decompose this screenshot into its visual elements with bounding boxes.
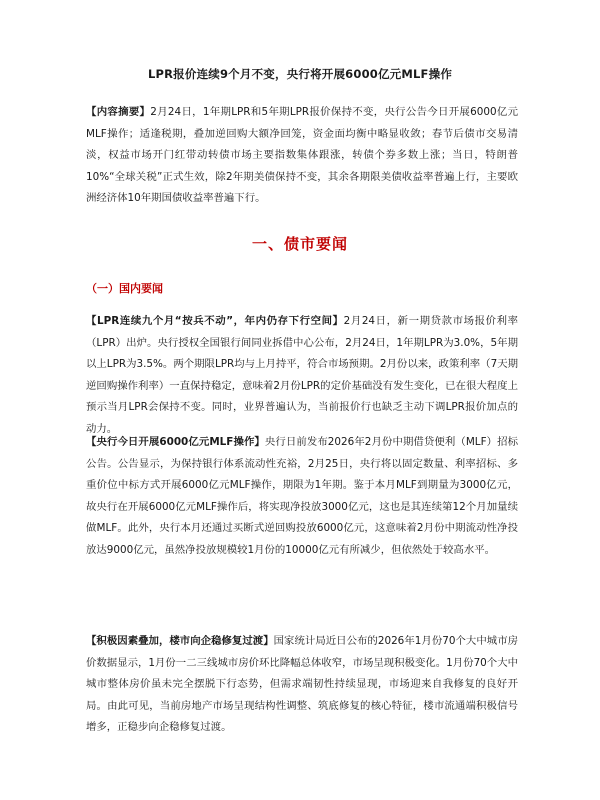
news-body: 国家统计局近日公布的2026年1月份70个大中城市房价数据显示，1月份一二三线城市房价环比降幅总体收窄，市场呈现积极变化。1月份70个大中城市整体房价虽未完全摆脱下行态势，但需求端韧性持续显现，市场迎来自我修复的良好开局。由此可见，当前房地产市场呈现结构性调整、筑底修复的核心特征，楼市流通端积极信号增多，正稳步向企稳修复过渡。: [86, 635, 519, 734]
news-paragraph-mlf: [86, 432, 518, 562]
news-paragraph-property: [86, 631, 518, 739]
abstract-text: 2月24日，1年期LPR和5年期LPR报价保持不变，央行公告今日开展6000亿元MLF操作；适逢税期，叠加逆回购大额净回笼，资金面均衡中略显收敛；春节后债市交易清淡，权益市场开门红带动转债市场主要指数集体跟涨，转债个券多数上涨；当日，特朗普10%“全球关税”正式生效，除2年期美债保持不变，其余各期限美债收益率普遍上行，主要欧洲经济体10年期国债收益率普遍下行。: [86, 106, 518, 205]
news-headline: 【积极因素叠加，楼市向企稳修复过渡】: [86, 635, 274, 647]
news-body: 2月24日，新一期贷款市场报价利率（LPR）出炉。央行授权全国银行间同业拆借中心公布，2月24日，1年期LPR为3.0%，5年期以上LPR为3.5%。两个期限LPR均与上月持平，符合市场预期。2月份以来，政策利率（7天期逆回购操作利率）一直保持稳定，意味着2月份LPR的定价基础没有发生变化，已在很大程度上预示当月LPR会保持不变。同时，业界普遍认为，当前报价行也缺乏主动下调LPR报价加点的动力。: [86, 315, 518, 435]
abstract-paragraph: [86, 102, 518, 210]
news-body: 央行日前发布2026年2月份中期借贷便利（MLF）招标公告。公告显示，为保持银行体系流动性充裕，2月25日，央行将以固定数量、利率招标、多重价位中标方式开展6000亿元MLF操作，期限为1年期。鉴于本月MLF到期量为3000亿元，故央行在开展6000亿元MLF操作后，将实现净投放3000亿元，这也是其连续第12个月加量续做MLF。此外，央行本月还通过买断式逆回购投放6000亿元，这意味着2月份中期流动性净投放达9000亿元，虽然净投放规模较1月份的10000亿元有所减少，但依然处于较高水平。: [86, 436, 518, 556]
news-headline: 【LPR连续九个月“按兵不动”，年内仍存下行空间】: [86, 315, 344, 327]
section-title: 一、债市要闻: [251, 235, 348, 253]
subsection-title: （一）国内要闻: [86, 282, 163, 295]
news-paragraph-lpr: [86, 311, 518, 441]
document-title: LPR报价连续9个月不变，央行将开展6000亿元MLF操作: [147, 67, 453, 81]
news-headline: 【央行今日开展6000亿元MLF操作】: [86, 436, 265, 448]
abstract-label: 【内容摘要】: [86, 106, 151, 118]
